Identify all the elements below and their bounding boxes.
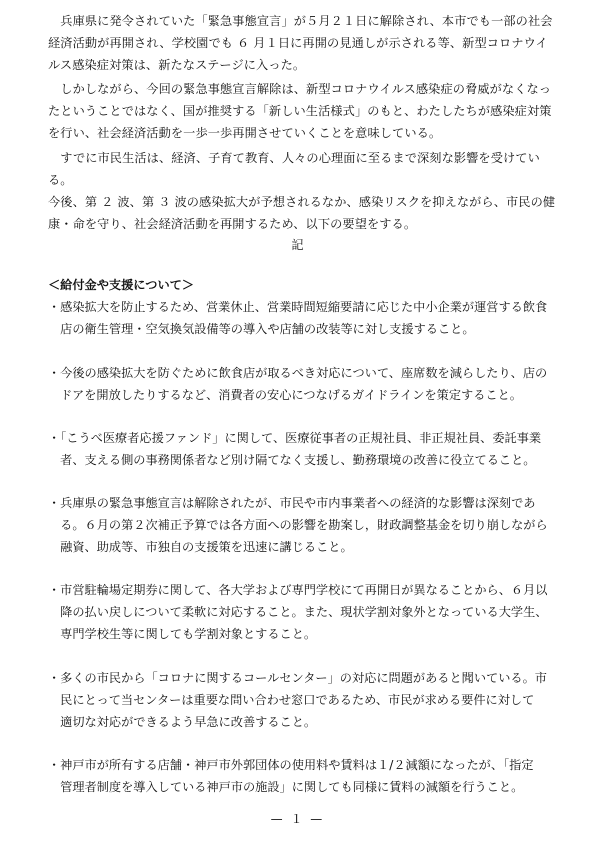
intro-paragraph-2: しかしながら、今回の緊急事態宣言解除は、新型コロナウイルス感染症の脅威がなくなっ たということではなく、国が推奨する「新しい生活様式」のもと、わたしたちが感染症対策 を行い、社会経済活動を一歩一歩再開させていくことを意味している。 [48, 82, 552, 140]
list-item: ・兵庫県の緊急事態宣言は解除されたが、市民や市内事業者への経済的な影響は深刻であ る。６月の第２次補正予算では各方面への影響を勘案し，財政調整基金を切り崩しながら 融資、助成等、市独自の支援策を迅速に講じること。 [48, 496, 548, 554]
section-heading: ＜給付金や支援について＞ [48, 278, 195, 292]
page-number: — １ — [270, 812, 325, 826]
intro-paragraph-1: 兵庫県に発令されていた「緊急事態宣言」が５月２１日に解除され、本市でも一部の社会 経済活動が再開され、学校園でも ６ 月１日に再開の見通しが示される等、新型コロナウイ ルス感染症対策は、新たなステージに入った。 [48, 14, 553, 72]
ki-marker: 記 [291, 238, 304, 252]
list-item: ・市営駐輪場定期券に関して、各大学および専門学校にて再開日が異なることから、６月以 降の払い戻しについて柔軟に対応すること。また、現状学割対象外となっている大学生、 専門学校生等に関しても学割対象とすること。 [48, 583, 548, 641]
list-item: ・感染拡大を防止するため、営業休止、営業時間短縮要請に応じた中小企業が運営する飲食 店の衛生管理・空気換気設備等の導入や店舗の改装等に対し支援すること。 [48, 300, 548, 336]
intro-paragraph-3: すでに市民生活は、経済、子育て教育、人々の心理面に至るまで深刻な影響を受けている。 今後、第 ２ 波、第 ３ 波の感染拡大が予想されるなか、感染リスクを抑えながら、市民の健 康・命を守り、社会経済活動を再開するため、以下の要望をする。 [48, 151, 556, 231]
list-item: ・今後の感染拡大を防ぐために飲食店が取るべき対応について、座席数を減らしたり、店の ドアを開放したりするなど、消費者の安心につなげるガイドラインを策定すること。 [48, 366, 548, 402]
list-item: ・神戸市が所有する店舗・神戸市外郭団体の使用料や賃料は１/２減額になったが、「指定 管理者制度を導入している神戸市の施設」に関しても同様に賃料の減額を行うこと。 [48, 758, 534, 794]
list-item: ・多くの市民から「コロナに関するコールセンター」の対応に問題があると聞いている。市 民にとって当センターは重要な問い合わせ窓口であるため、市民が求める要件に対して 適切な対応ができるよう早急に改善すること。 [48, 671, 547, 729]
list-item: ・「こうべ医療者応援ファンド」に関して、医療従事者の正規社員、非正規社員、委託事業 者、支える側の事務関係者など別け隔てなく支援し、勤務環境の改善に役立てること。 [48, 431, 542, 467]
